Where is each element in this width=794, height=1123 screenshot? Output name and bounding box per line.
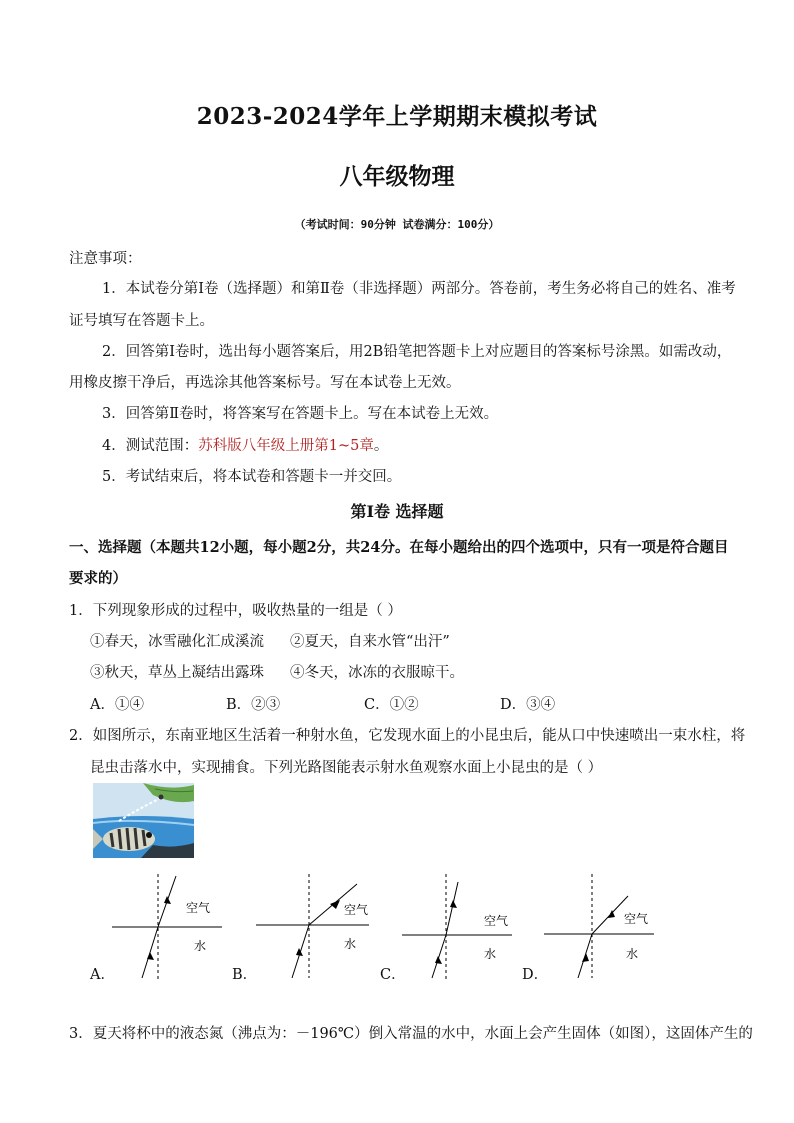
note-4-suffix: 。 [373,438,389,454]
ray-diagram-b-svg [254,874,369,984]
label-air-c: 空气 [484,914,509,928]
exam-main-title: 2023-2024学年上学期期末模拟考试 [196,103,598,130]
ray-diagram-d [544,874,659,984]
q1-item-3: ③秋天，草丛上凝结出露珠 [90,665,264,681]
q1-option-d: D．③④ [500,697,556,713]
q3-stem-line-1: 3．夏天将杯中的液态氮（沸点为：－196℃）倒入常温的水中，水面上会产生固体（如图），这固体产生的 [69,1026,753,1042]
q2-option-a: A． [90,967,115,983]
ray-diagram-d-svg [544,874,659,984]
ray-diagram-c-svg [402,874,517,984]
q1-stem: 1．下列现象形成的过程中，吸收热量的一组是（ ） [69,603,402,619]
label-water-c: 水 [484,947,497,961]
section-title: 第Ⅰ卷 选择题 [350,502,444,521]
note-2-line-1: 2．回答第Ⅰ卷时，选出每小题答案后，用2B铅笔把答题卡上对应题目的答案标号涂黑。如需改动， [102,344,732,360]
q2-option-c: C． [380,967,406,983]
note-4-test-range: 苏科版八年级上册第1~5章 [198,438,374,454]
archerfish-illustration [93,783,194,858]
q1-item-2: ②夏天，自来水管“出汗” [290,634,450,650]
note-4 [102,436,388,456]
archerfish-photo [93,783,194,858]
label-water-d: 水 [626,947,639,961]
label-air-d: 空气 [624,912,649,926]
q2-stem-line-1: 2．如图所示，东南亚地区生活着一种射水鱼，它发现水面上的小昆虫后，能从口中快速喷出一束水柱，将 [69,728,746,744]
ray-diagram-c [402,874,517,984]
note-1-line-2: 证号填写在答题卡上。 [69,313,214,329]
label-air-b: 空气 [344,903,369,917]
q1-option-b: B．②③ [226,697,281,713]
ray-diagram-b [254,874,369,984]
note-2-line-2: 用橡皮擦干净后，再选涂其他答案标号。写在本试卷上无效。 [69,375,461,391]
q1-option-c: C．①② [364,697,419,713]
ray-diagram-a-svg [112,874,227,984]
label-water-b: 水 [344,937,357,951]
q2-option-b: B． [232,967,258,983]
section-instruction-line-2: 要求的） [69,570,127,587]
notes-heading: 注意事项： [69,251,142,267]
q2-stem-line-2: 昆虫击落水中，实现捕食。下列光路图能表示射水鱼观察水面上小昆虫的是（ ） [90,760,603,776]
q1-item-1: ①春天，冰雪融化汇成溪流 [90,634,264,650]
note-4-prefix: 4．测试范围： [102,438,199,454]
q2-option-d: D． [522,967,549,983]
section-instruction-line-1: 一、选择题（本题共12小题，每小题2分，共24分。在每小题给出的四个选项中，只有一项是符合题目 [69,539,729,556]
note-3: 3．回答第Ⅱ卷时，将答案写在答题卡上。写在本试卷上无效。 [102,406,499,422]
q1-option-a: A．①④ [90,697,144,713]
note-1-line-1: 1．本试卷分第Ⅰ卷（选择题）和第Ⅱ卷（非选择题）两部分。答卷前，考生务必将自己的姓名、准考 [102,281,736,297]
exam-subject-title: 八年级物理 [339,163,455,190]
exam-info: （考试时间：90分钟 试卷满分：100分） [294,218,500,231]
note-5: 5．考试结束后，将本试卷和答题卡一并交回。 [102,469,402,485]
label-water-a: 水 [194,939,207,953]
ray-diagram-a [112,874,227,984]
q1-item-4: ④冬天，冰冻的衣服晾干。 [290,665,464,681]
label-air-a: 空气 [186,901,211,915]
